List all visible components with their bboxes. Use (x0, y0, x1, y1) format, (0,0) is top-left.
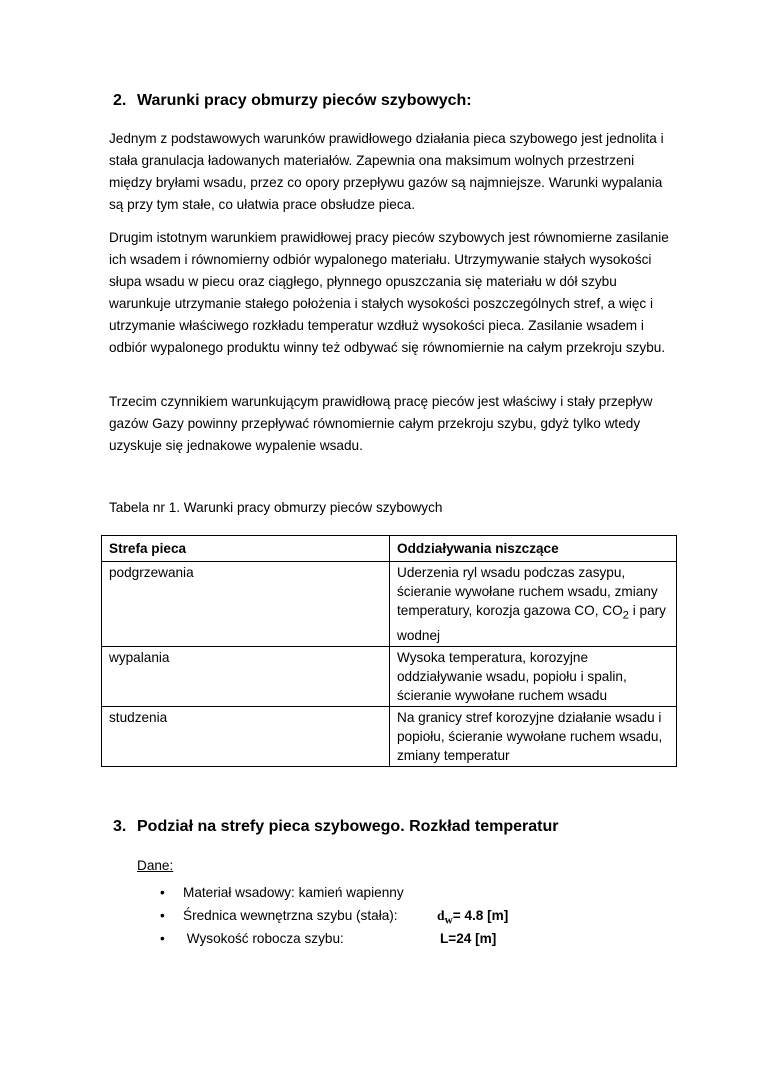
header-zone: Strefa pieca (102, 536, 390, 562)
paragraph-gas-flow: Trzecim czynnikiem warunkującym prawidłową pracę pieców jest właściwy i stały przepływ gazów Gazy powinny przepływać równomiernie całym przekroju szybu, gdyż tylko wtedy uzyskuje się jednakowe wypalenie wsadu. (109, 394, 653, 453)
co2-subscript: 2 (622, 609, 629, 622)
given-item-label: Materiał wsadowy: kamień wapienny (183, 885, 404, 900)
effects-text: Uderzenia ryl wsadu podczas zasypu, ścieranie wywołane ruchem wsadu, zmiany temperatury, korozja gazowa CO, CO (397, 565, 658, 618)
diameter-number: = 4.8 [m] (452, 908, 509, 923)
zone-cell: studzenia (102, 706, 390, 766)
section-3-heading (113, 818, 558, 836)
zone-cell: wypalania (102, 646, 390, 706)
kiln-conditions-table (101, 535, 677, 767)
height-value: L=24 [m] (440, 931, 497, 946)
paragraph-feeding: Drugim istotnym warunkiem prawidłowej pracy pieców szybowych jest równomierne zasilanie ich wsadem i równomierny odbiór wypalonego materiału. Utrzymywanie stałych wysokości słupa wsadu w piecu oraz ciągłego, płynnego opuszczania się materiału w dół szybu warunkuje utrzymanie stałego położenia i stałych wysokości poszczególnych stref, a więc i utrzymanie właściwego rozkładu temperatur wzdłuż wysokości pieca. Zasilanie wsadem i odbiór wypalonego produktu winny też odbywać się równomiernie na całym przekroju szybu. (109, 230, 669, 355)
given-data-label: Dane: (137, 858, 174, 873)
table-row (102, 562, 677, 647)
table-row (102, 646, 677, 706)
table-row (102, 706, 677, 766)
bullet-icon: • (160, 908, 165, 923)
header-effects: Oddziaływania niszczące (390, 536, 677, 562)
given-item-label: Wysokość robocza szybu: (183, 931, 344, 946)
effects-cell: Wysoka temperatura, korozyjne oddziaływanie wsadu, popiołu i spalin, ścieranie wywołane ruchem wsadu (390, 646, 677, 706)
given-item-label: Średnica wewnętrzna szybu (stała): (183, 908, 398, 923)
zone-cell: podgrzewania (102, 562, 390, 647)
table-header-row (102, 536, 677, 562)
bullet-icon: • (160, 931, 165, 946)
section-2-heading (113, 92, 472, 110)
effects-cell (390, 562, 677, 647)
table-caption: Tabela nr 1. Warunki pracy obmurzy pieców szybowych (109, 500, 443, 515)
section-2-number: 2. (113, 92, 127, 109)
paragraph-granulation: Jednym z podstawowych warunków prawidłowego działania pieca szybowego jest jednolita i stała granulacja ładowanych materiałów. Zapewnia ona maksimum wolnych przestrzeni między bryłami wsadu, przez co opory przepływu gazów są najmniejsze. Warunki wypalania są przy tym stałe, co ułatwia prace obsłudze pieca. (109, 131, 664, 212)
section-2-title: Warunki pracy obmurzy pieców szybowych: (137, 92, 472, 109)
bullet-icon: • (160, 885, 165, 900)
effects-cell: Na granicy stref korozyjne działanie wsadu i popiołu, ścieranie wywołane ruchem wsadu, zmiany temperatur (390, 706, 677, 766)
section-3-title: Podział na strefy pieca szybowego. Rozkład temperatur (137, 818, 559, 835)
diameter-symbol: d (437, 908, 445, 923)
effects-text-tail: i pary wodnej (397, 603, 666, 643)
diameter-symbol-subscript: w (444, 914, 453, 927)
section-3-number: 3. (113, 818, 127, 835)
